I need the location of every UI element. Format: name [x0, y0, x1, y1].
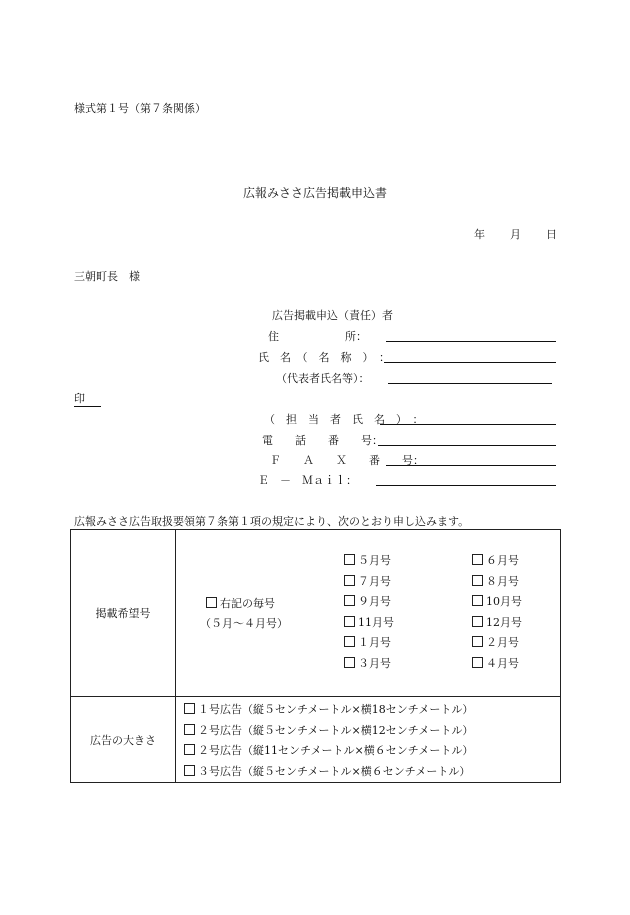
representative-label: （代表者氏名等）： — [276, 372, 370, 385]
month-option[interactable] — [472, 552, 519, 568]
email-label: Ｅ － Ｍａｉｌ： — [258, 474, 357, 487]
size-row — [71, 697, 561, 783]
date-fields[interactable] — [474, 226, 557, 242]
email-field[interactable] — [376, 485, 556, 486]
every-issue-option[interactable] — [200, 594, 288, 634]
month-option[interactable] — [472, 614, 522, 630]
month-option[interactable] — [344, 655, 391, 671]
phone-label: 電 話 番 号： — [262, 434, 383, 447]
month-label: 10月号 — [486, 595, 522, 608]
month-option[interactable] — [344, 552, 391, 568]
checkbox-icon[interactable] — [344, 657, 355, 668]
checkbox-icon[interactable] — [184, 724, 195, 735]
checkbox-icon[interactable] — [184, 765, 195, 776]
fax-field[interactable] — [386, 465, 556, 466]
representative-field[interactable] — [388, 383, 552, 384]
year-label: 年 — [474, 228, 485, 241]
checkbox-icon[interactable] — [184, 703, 195, 714]
checkbox-icon[interactable] — [344, 554, 355, 565]
address-label: 住 所： — [268, 330, 367, 343]
checkbox-icon[interactable] — [472, 595, 483, 606]
addressee: 三朝町長 様 — [74, 270, 140, 283]
month-label: 月 — [510, 228, 521, 241]
issue-row — [71, 530, 561, 697]
checkbox-icon[interactable] — [344, 595, 355, 606]
month-label: ７月号 — [358, 574, 391, 588]
size-header: 広告の大きさ — [71, 697, 176, 783]
document-title: 広報みささ広告掲載申込書 — [242, 186, 387, 200]
name-field[interactable] — [384, 362, 556, 363]
size-option[interactable] — [184, 700, 560, 721]
issue-header: 掲載希望号 — [71, 530, 176, 697]
issue-options-cell — [176, 530, 561, 697]
month-option[interactable] — [344, 573, 391, 589]
fax-label: Ｆ Ａ Ｘ 番 号： — [270, 454, 424, 467]
month-option[interactable] — [344, 593, 391, 609]
month-option[interactable] — [472, 655, 519, 671]
size-options-cell — [176, 697, 561, 783]
month-label: ８月号 — [486, 574, 519, 588]
month-label: ２月号 — [486, 636, 519, 649]
contact-field[interactable] — [380, 424, 556, 425]
checkbox-icon[interactable] — [472, 616, 483, 627]
every-issue-range: （５月～４月号） — [200, 617, 288, 630]
applicant-heading: 広告掲載申込（責任）者 — [272, 309, 393, 322]
checkbox-icon[interactable] — [206, 597, 217, 608]
contact-label: （ 担 当 者 氏 名 ） ： — [264, 413, 424, 426]
form-number: 様式第１号（第７条関係） — [74, 102, 206, 115]
address-field[interactable] — [386, 341, 556, 342]
checkbox-icon[interactable] — [184, 744, 195, 755]
month-label: ５月号 — [358, 554, 391, 567]
size-label: ３号広告（縦５センチメートル×横６センチメートル） — [198, 764, 471, 778]
intro-text: 広報みささ広告取扱要領第７条第１項の規定により、次のとおり申し込みます。 — [74, 515, 470, 528]
month-option[interactable] — [344, 634, 391, 650]
size-option[interactable] — [184, 741, 560, 762]
month-option[interactable] — [344, 614, 394, 630]
checkbox-icon[interactable] — [344, 636, 355, 647]
application-table — [70, 529, 561, 783]
month-label: ９月号 — [358, 595, 391, 608]
month-option[interactable] — [472, 593, 522, 609]
every-issue-label: 右記の毎号 — [220, 597, 275, 610]
checkbox-icon[interactable] — [472, 575, 483, 586]
checkbox-icon[interactable] — [344, 575, 355, 586]
month-label: １月号 — [358, 636, 391, 649]
month-label: ６月号 — [486, 554, 519, 567]
size-option[interactable] — [184, 762, 560, 783]
day-label: 日 — [546, 228, 557, 241]
checkbox-icon[interactable] — [472, 657, 483, 668]
month-label: 12月号 — [486, 615, 522, 629]
phone-field[interactable] — [378, 445, 556, 446]
seal-mark: 印 — [74, 390, 101, 407]
name-label: 氏 名 （ 名 称 ） ： — [258, 351, 390, 364]
size-option[interactable] — [184, 721, 560, 742]
size-label: １号広告（縦５センチメートル×横18センチメートル） — [198, 703, 474, 716]
month-label: 11月号 — [358, 615, 394, 629]
checkbox-icon[interactable] — [344, 616, 355, 627]
month-option[interactable] — [472, 634, 519, 650]
checkbox-icon[interactable] — [472, 554, 483, 565]
size-label: ２号広告（縦11センチメートル×横６センチメートル） — [198, 744, 474, 757]
size-label: ２号広告（縦５センチメートル×横12センチメートル） — [198, 723, 474, 737]
month-label: ４月号 — [486, 656, 519, 670]
month-option[interactable] — [472, 573, 519, 589]
month-label: ３月号 — [358, 656, 391, 670]
checkbox-icon[interactable] — [472, 636, 483, 647]
